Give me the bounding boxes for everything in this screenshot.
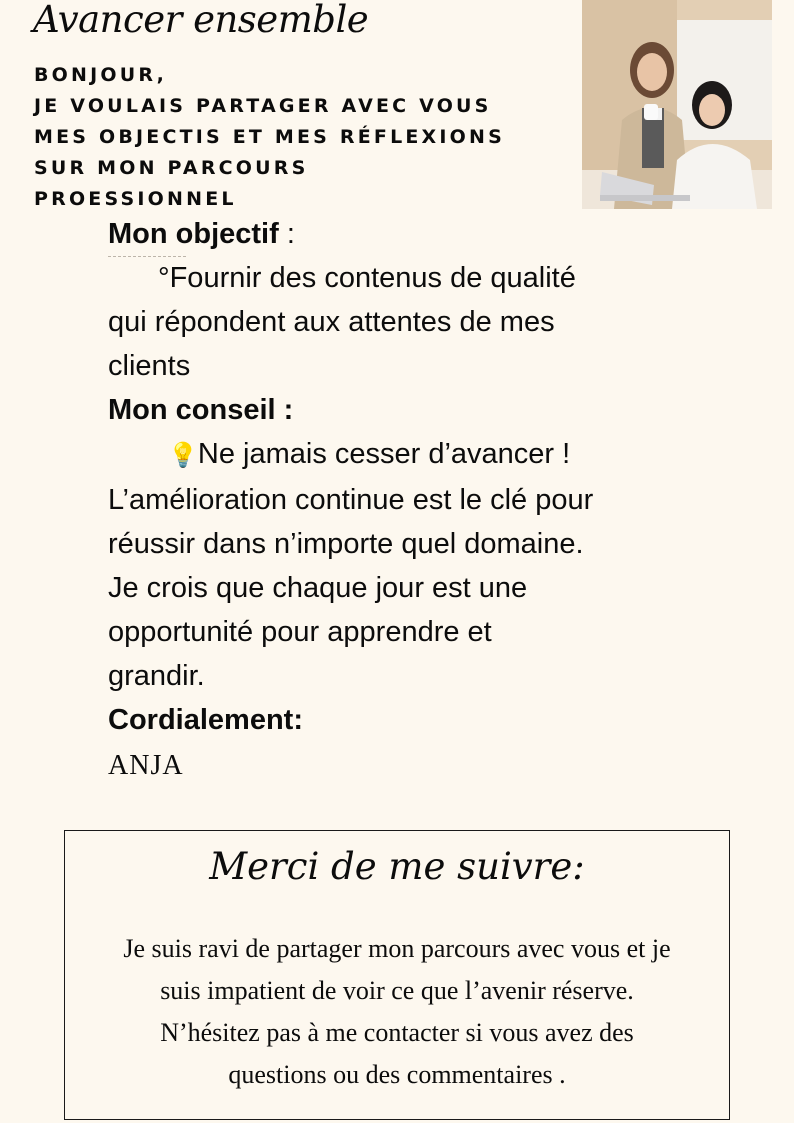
closing-heading: Cordialement: xyxy=(108,704,303,736)
objective-label: Mon objectif xyxy=(108,218,279,250)
main-content xyxy=(108,212,728,788)
lightbulb-icon: 💡 xyxy=(168,442,198,469)
advice-line: réussir dans n’importe quel domaine. xyxy=(108,528,584,560)
signature: ANJA xyxy=(108,750,184,781)
thanks-line: Je suis ravi de partager mon parcours avec vous et je xyxy=(123,934,671,963)
advice-line: grandir. xyxy=(108,660,205,692)
header-photo xyxy=(582,0,772,209)
page-title: Avancer ensemble xyxy=(33,0,369,41)
advice-line: opportunité pour apprendre et xyxy=(108,616,492,648)
thanks-box xyxy=(64,830,730,1120)
intro-text xyxy=(34,60,554,215)
advice-line xyxy=(108,432,728,478)
thanks-line: questions ou des commentaires . xyxy=(228,1060,566,1089)
thanks-line: suis impatient de voir ce que l’avenir réserve. xyxy=(160,976,634,1005)
objective-line: qui répondent aux attentes de mes xyxy=(108,306,555,338)
thanks-text xyxy=(65,928,729,1096)
thanks-title: Merci de me suivre: xyxy=(209,845,585,888)
thanks-line: N’hésitez pas à me contacter si vous avez des xyxy=(160,1018,634,1047)
objective-colon: : xyxy=(278,218,295,250)
objective-heading xyxy=(108,212,728,256)
advice-line: L’amélioration continue est le clé pour xyxy=(108,484,594,516)
objective-line: clients xyxy=(108,350,191,382)
objective-line: °Fournir des contenus de qualité xyxy=(158,262,576,294)
intro-line: SUR MON PARCOURS xyxy=(34,157,309,179)
intro-line: MES OBJECTIS ET MES RÉFLEXIONS xyxy=(34,126,506,148)
advice-line: Je crois que chaque jour est une xyxy=(108,572,528,604)
intro-line: PROESSIONNEL xyxy=(34,188,237,210)
intro-line: JE VOULAIS PARTAGER AVEC VOUS xyxy=(34,95,492,117)
advice-line-text: Ne jamais cesser d’avancer ! xyxy=(197,438,571,470)
advice-heading: Mon conseil : xyxy=(108,394,294,426)
intro-line: BONJOUR, xyxy=(34,64,167,86)
heading-underline xyxy=(108,256,186,258)
